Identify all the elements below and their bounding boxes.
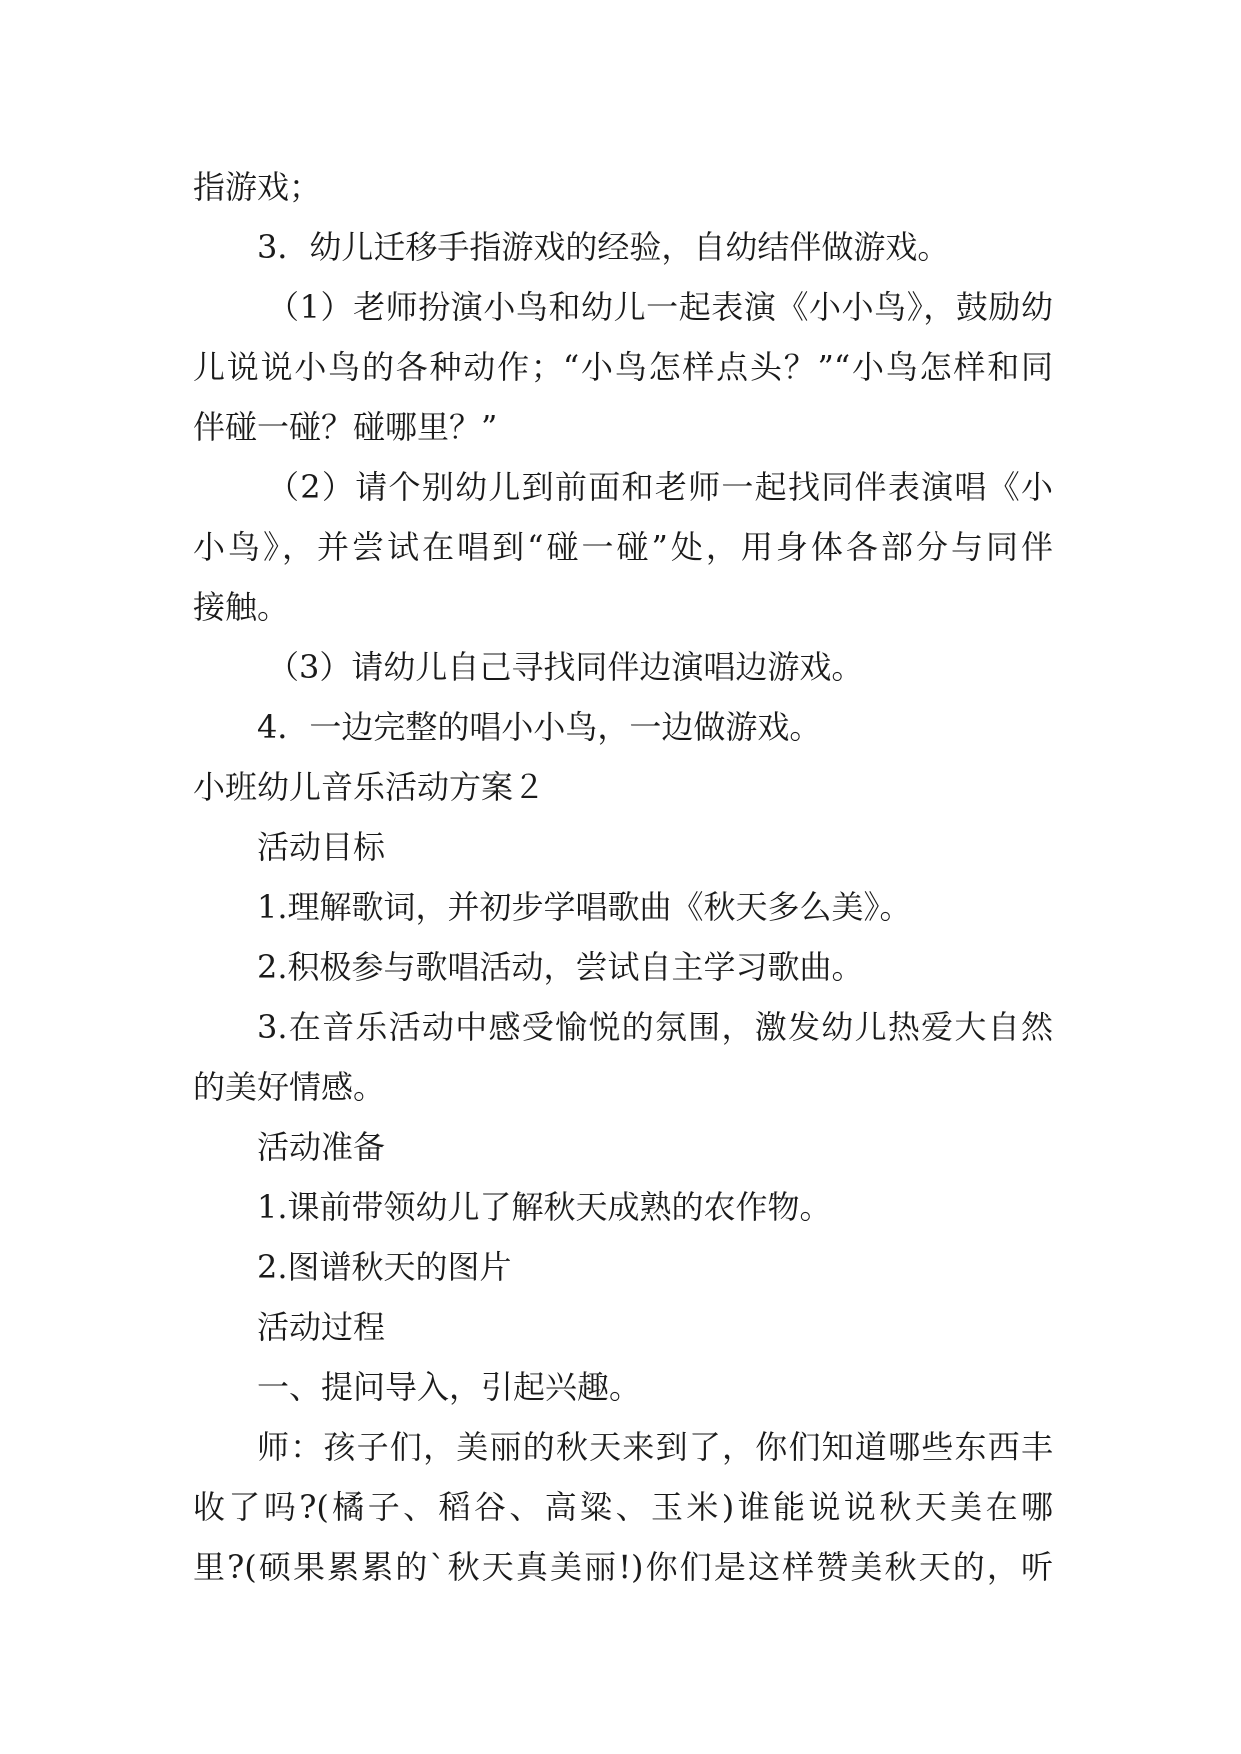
document-body: [193, 157, 1053, 1597]
text-line: [193, 1477, 1053, 1537]
text-line-content: 一、提问导入，引起兴趣。: [257, 1368, 642, 1406]
text-line-content: 1.课前带领幼儿了解秋天成熟的农作物。: [257, 1188, 832, 1226]
text-line: [193, 877, 1053, 937]
text-line: [193, 697, 1053, 757]
subheading-text: 活动过程: [257, 1308, 386, 1346]
text-line-content: （2）请个别幼儿到前面和老师一起找同伴表演唱《小: [267, 468, 1053, 506]
text-line-content: 1.理解歌词，并初步学唱歌曲《秋天多么美》。: [257, 888, 912, 926]
text-line-content: 接触。: [193, 588, 290, 626]
text-line: [193, 217, 1053, 277]
subheading: [193, 1117, 1053, 1177]
text-line: [193, 1177, 1053, 1237]
text-line-content: 的美好情感。: [193, 1068, 386, 1106]
subheading-text: 活动准备: [257, 1128, 386, 1166]
text-line-content: 小鸟》，并尝试在唱到“碰一碰”处，用身体各部分与同伴: [193, 528, 1053, 566]
text-line-content: 师：孩子们，美丽的秋天来到了，你们知道哪些东西丰: [257, 1428, 1053, 1466]
text-line: [193, 457, 1053, 517]
text-line: [193, 637, 1053, 697]
text-line-content: 里?(硕果累累的`秋天真美丽!)你们是这样赞美秋天的，听: [193, 1548, 1053, 1586]
section-heading: [193, 757, 1053, 817]
text-line-content: 2.积极参与歌唱活动，尝试自主学习歌曲。: [257, 948, 864, 986]
text-line: [193, 997, 1053, 1057]
section-heading-text: 小班幼儿音乐活动方案２: [193, 768, 546, 806]
text-line: [193, 277, 1053, 337]
text-line: [193, 397, 1053, 457]
text-line-content: （3）请幼儿自己寻找同伴边演唱边游戏。: [267, 648, 864, 686]
text-line-content: 2.图谱秋天的图片: [257, 1248, 512, 1286]
text-line-content: 收了吗?(橘子、稻谷、高粱、玉米)谁能说说秋天美在哪: [193, 1488, 1053, 1526]
text-line: [193, 937, 1053, 997]
text-line: [193, 1237, 1053, 1297]
text-line: [193, 1537, 1053, 1597]
text-line-content: 4．一边完整的唱小小鸟，一边做游戏。: [257, 708, 822, 746]
text-line: [193, 517, 1053, 577]
text-line-content: 3．幼儿迁移手指游戏的经验，自幼结伴做游戏。: [257, 228, 950, 266]
text-line: [193, 1057, 1053, 1117]
text-line: [193, 1357, 1053, 1417]
subheading-text: 活动目标: [257, 828, 386, 866]
text-line-content: （1）老师扮演小鸟和幼儿一起表演《小小鸟》，鼓励幼: [267, 288, 1053, 326]
text-line-content: 3.在音乐活动中感受愉悦的氛围，激发幼儿热爱大自然: [257, 1008, 1053, 1046]
subheading: [193, 1297, 1053, 1357]
subheading: [193, 817, 1053, 877]
text-line-content: 伴碰一碰？碰哪里？”: [193, 408, 498, 446]
text-line-content: 指游戏；: [193, 168, 322, 206]
text-line: [193, 1417, 1053, 1477]
text-line: [193, 577, 1053, 637]
text-line: [193, 157, 1053, 217]
text-line-content: 儿说说小鸟的各种动作；“小鸟怎样点头？”“小鸟怎样和同: [193, 348, 1053, 386]
text-line: [193, 337, 1053, 397]
